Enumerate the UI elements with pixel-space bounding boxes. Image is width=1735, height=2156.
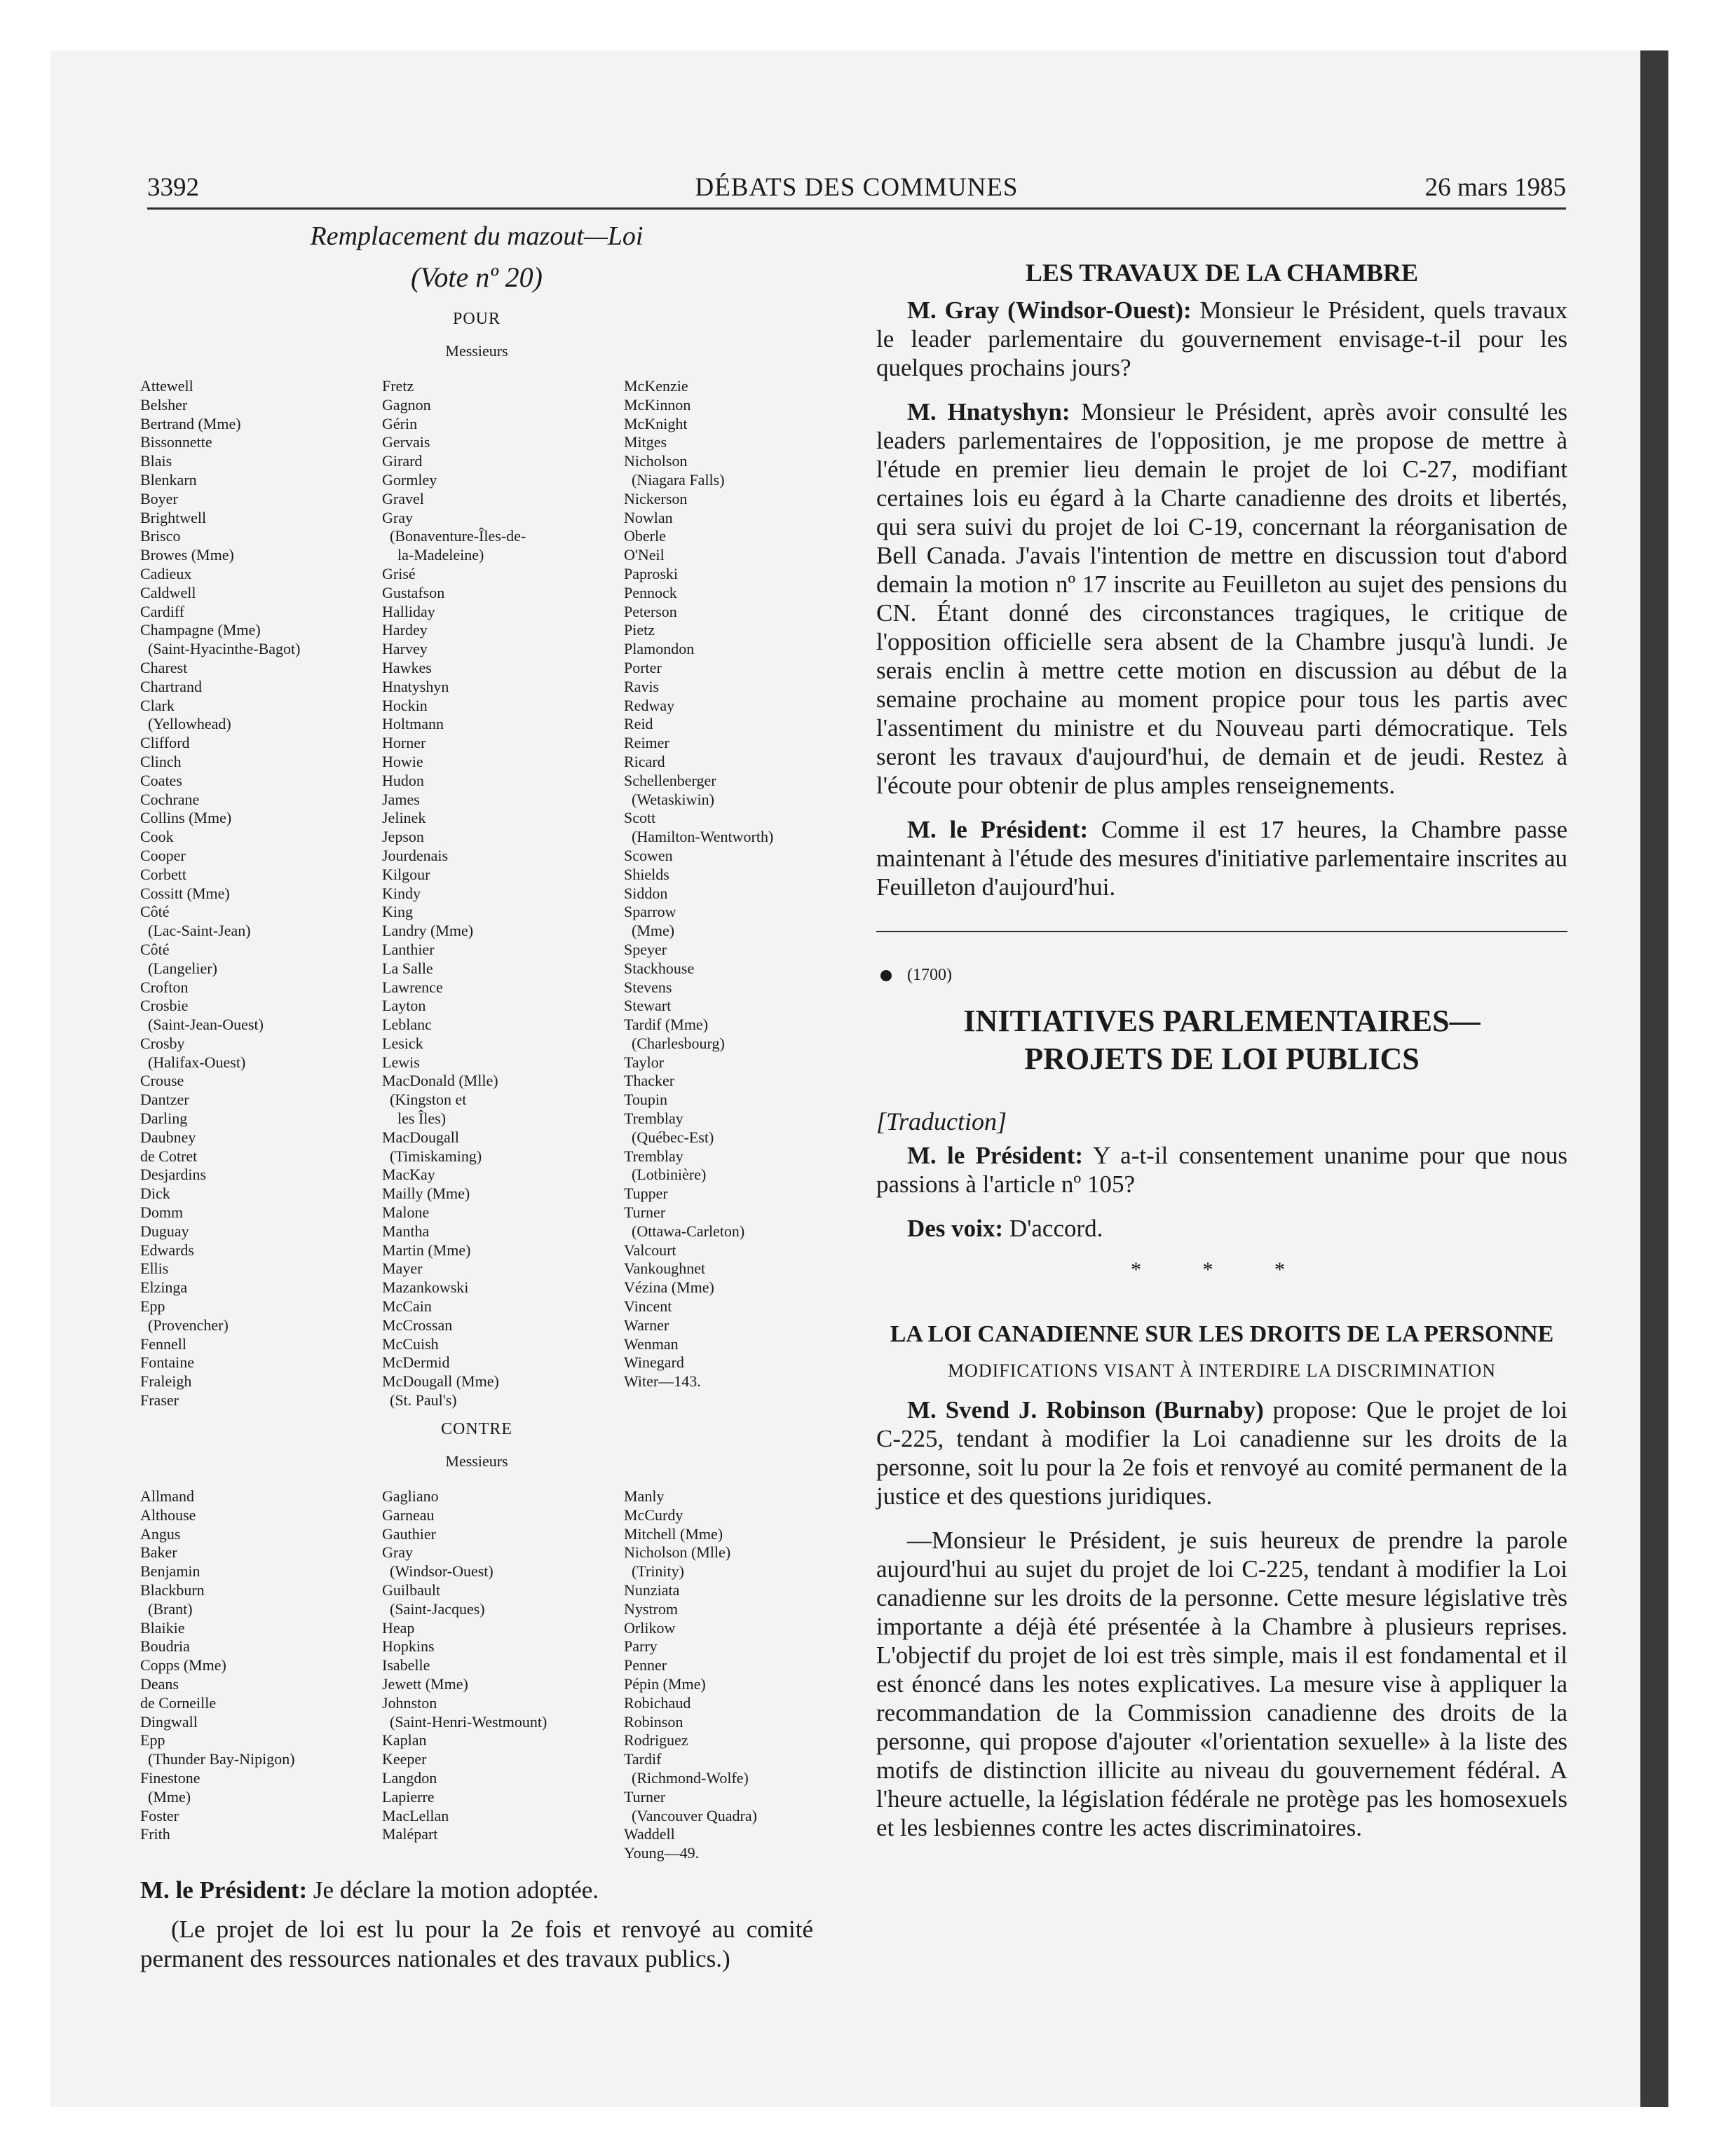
- speaker: Des voix:: [907, 1215, 1004, 1242]
- heading-line-2: PROJETS DE LOI PUBLICS: [1024, 1042, 1420, 1076]
- vote-number: (Vote nº 20): [411, 261, 543, 293]
- motion-result: [140, 1876, 813, 1905]
- left-column: [140, 219, 813, 1974]
- section-heading-business: LES TRAVAUX DE LA CHAMBRE: [1025, 259, 1419, 287]
- contre-column-3: Manly McCurdy Mitchell (Mme) Nicholson (Mlle) (Trinity) Nunziata Nystrom Orlikow Parry Penner Pépin (Mme) Robichaud Robinson Rodriguez Tardif (Richmond-Wolfe) Turner (Vancouver Quadra) Waddell Young—49.: [624, 1487, 757, 1862]
- speaker: M. le Président:: [140, 1876, 308, 1904]
- contre-sub-label: Messieurs: [445, 1452, 508, 1470]
- section-stars: * * *: [1131, 1258, 1313, 1281]
- contre-column-2: Gagliano Garneau Gauthier Gray (Windsor-Ouest) Guilbault (Saint-Jacques) Heap Hopkins Isabelle Jewett (Mme) Johnston (Saint-Henri-Westmount) Kaplan Keeper Langdon Lapierre MacLellan Malépart: [382, 1487, 547, 1843]
- running-header: [147, 168, 1566, 207]
- paragraph: [876, 1214, 1567, 1243]
- translation-marker: [Traduction]: [876, 1107, 1007, 1135]
- speech: Y a-t-il consentement unanime pour que nous passions à l'article nº 105?: [876, 1142, 1567, 1198]
- speech: Comme il est 17 heures, la Chambre passe maintenant à l'étude des mesures d'initiative parlementaire inscrites au Feuilleton d'aujourd'hui.: [876, 816, 1567, 901]
- section-subheading: MODIFICATIONS VISANT À INTERDIRE LA DISCRIMINATION: [947, 1360, 1497, 1381]
- speech: Monsieur le Président, quels travaux le leader parlementaire du gouvernement envisage-t-il pour les quelques prochains jours?: [876, 296, 1567, 381]
- header-rule: [147, 207, 1566, 210]
- section-heading-human-rights: LA LOI CANADIENNE SUR LES DROITS DE LA PERSONNE: [890, 1321, 1554, 1347]
- right-column: [876, 257, 1567, 1857]
- speech: D'accord.: [1009, 1215, 1103, 1242]
- time-stamp: [880, 964, 1567, 985]
- heading-line-1: INITIATIVES PARLEMENTAIRES—: [963, 1004, 1481, 1038]
- publication-title: DÉBATS DES COMMUNES: [695, 173, 1019, 202]
- bullet-icon: [880, 970, 892, 981]
- speaker: M. Svend J. Robinson (Burnaby): [907, 1396, 1264, 1424]
- pour-column-2: Fretz Gagnon Gérin Gervais Girard Gormley Gravel Gray (Bonaventure-Îles-de- la-Madeleine) Grisé Gustafson Halliday Hardey Harvey Hawkes Hnatyshyn Hockin Holtmann Horner Howie Hudon James Jelinek Jepson Jourdenais Kilgour Kindy King Landry (Mme) Lanthier La Salle Lawrence Layton Leblanc Lesick Lewis MacDonald (Mlle) (Kingston et les Îles) MacDougall (Timiskaming) MacKay Mailly (Mme) Malone Mantha Martin (Mme) Mayer Mazankowski McCain McCrossan McCuish McDermid McDougall (Mme) (St. Paul's): [382, 377, 526, 1410]
- contre-label: CONTRE: [441, 1420, 512, 1438]
- paragraph: [876, 1396, 1567, 1510]
- page-number: 3392: [147, 173, 199, 202]
- speaker: M. Gray (Windsor-Ouest):: [907, 296, 1192, 324]
- pour-name-list: [140, 377, 813, 1410]
- paragraph: [876, 397, 1567, 800]
- pour-column-1: Attewell Belsher Bertrand (Mme) Bissonnette Blais Blenkarn Boyer Brightwell Brisco Browes (Mme) Cadieux Caldwell Cardiff Champagne (Mme) (Saint-Hyacinthe-Bagot) Charest Chartrand Clark (Yellowhead) Clifford Clinch Coates Cochrane Collins (Mme) Cook Cooper Corbett Cossitt (Mme) Côté (Lac-Saint-Jean) Côté (Langelier) Crofton Crosbie (Saint-Jean-Ouest) Crosby (Halifax-Ouest) Crouse Dantzer Darling Daubney de Cotret Desjardins Dick Domm Duguay Edwards Ellis Elzinga Epp (Provencher) Fennell Fontaine Fraleigh Fraser: [140, 377, 301, 1410]
- paragraph: [876, 815, 1567, 901]
- speaker: M. le Président:: [907, 816, 1089, 843]
- statement: Je déclare la motion adoptée.: [313, 1876, 599, 1904]
- speech: propose: Que le projet de loi C-225, tendant à modifier la Loi canadienne sur les droits de la personne, soit lu pour la 2e fois et renvoyé au comité permanent de la justice et des questions juridiques.: [876, 1396, 1567, 1510]
- speaker: M. le Président:: [907, 1142, 1084, 1169]
- pour-label: POUR: [452, 310, 501, 328]
- publication-date: 26 mars 1985: [1424, 173, 1566, 202]
- section-heading-initiatives: [876, 1002, 1567, 1078]
- contre-column-1: Allmand Althouse Angus Baker Benjamin Blackburn (Brant) Blaikie Boudria Copps (Mme) Deans de Corneille Dingwall Epp (Thunder Bay-Nipigon) Finestone (Mme) Foster Frith: [140, 1487, 295, 1843]
- section-divider: [876, 931, 1567, 932]
- vote-heading: Remplacement du mazout—Loi: [310, 221, 644, 251]
- pour-sub-label: Messieurs: [445, 342, 508, 360]
- contre-name-list: [140, 1487, 813, 1866]
- page-spine-shadow: [1640, 50, 1668, 2107]
- time-text: (1700): [907, 966, 952, 984]
- paragraph: [876, 1141, 1567, 1199]
- speaker: M. Hnatyshyn:: [907, 398, 1070, 425]
- paragraph: —Monsieur le Président, je suis heureux de prendre la parole aujourd'hui au sujet du projet de loi C-225, tendant à modifier la Loi canadienne sur les droits de la personne. Cette mesure législative très importante a déjà été présentée à la Chambre à plusieurs reprises. L'objectif du projet de loi est très simple, mais il est fondamental et il est énoncé dans les notes explicatives. La mesure vise à appliquer la recommandation de la Commission canadienne des droits de la personne, qui propose d'ajouter «l'orientation sexuelle» à la liste des motifs de distinction illicite au niveau du gouvernement fédéral. A l'heure actuelle, la législation fédérale ne protège pas les homosexuels et les lesbiennes contre les actes discriminatoires.: [876, 1527, 1567, 1841]
- pour-column-3: McKenzie McKinnon McKnight Mitges Nicholson (Niagara Falls) Nickerson Nowlan Oberle O'Neil Paproski Pennock Peterson Pietz Plamondon Porter Ravis Redway Reid Reimer Ricard Schellenberger (Wetaskiwin) Scott (Hamilton-Wentworth) Scowen Shields Siddon Sparrow (Mme) Speyer Stackhouse Stevens Stewart Tardif (Mme) (Charlesbourg) Taylor Thacker Toupin Tremblay (Québec-Est) Tremblay (Lotbinière) Tupper Turner (Ottawa-Carleton) Valcourt Vankoughnet Vézina (Mme) Vincent Warner Wenman Winegard Witer—143.: [624, 377, 774, 1391]
- referral-note: (Le projet de loi est lu pour la 2e fois et renvoyé au comité permanent des ressources nationales et des travaux publics.): [140, 1916, 813, 1972]
- speech: Monsieur le Président, après avoir consulté les leaders parlementaires de l'opposition, je me propose de mettre à l'étude en premier lieu demain le projet de loi C-27, modifiant certaines lois eu égard à la Charte canadienne des droits et libertés, qui sera suivi du projet de loi C-19, concernant la réorganisation de Bell Canada. J'avais l'intention de mettre en discussion tout d'abord demain la motion nº 17 inscrite au Feuilleton au sujet des pensions du CN. Étant donné des circonstances tragiques, le critique de l'opposition officielle sera absent de la Chambre jusqu'à lundi. Je serais enclin à mettre cette motion en discussion au début de la semaine prochaine au moment propice pour tous les partis avec l'assentiment du ministre et du Nouveau parti démocratique. Tels seront les travaux d'aujourd'hui, de demain et de jeudi. Restez à l'écoute pour obtenir de plus amples renseignements.: [876, 398, 1568, 799]
- paragraph: [876, 296, 1567, 382]
